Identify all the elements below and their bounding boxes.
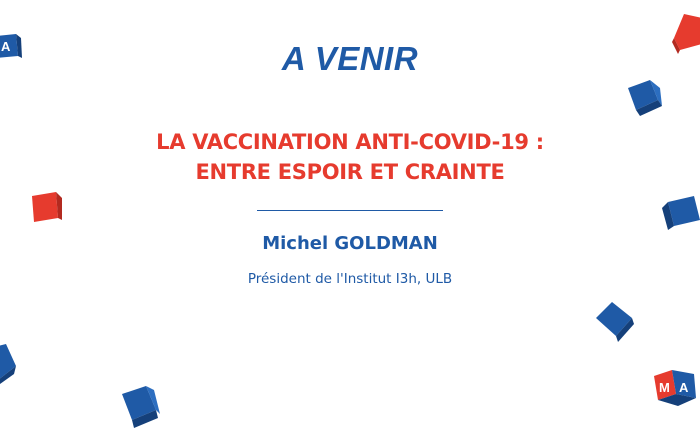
logo-cube-letter-m: M (659, 380, 670, 395)
logo-cube-bottom-right (650, 362, 700, 412)
logo-cube-letter: A (1, 39, 11, 54)
blue-cube-right-upper (624, 78, 664, 118)
red-cube-left (30, 190, 64, 226)
blue-cube-right-lower (594, 300, 636, 342)
talk-title-line-2: ENTRE ESPOIR ET CRAINTE (195, 160, 505, 184)
blue-cube-left-bottom (0, 344, 18, 384)
speaker-affiliation: Président de l'Institut I3h, ULB (247, 271, 453, 287)
blue-cube-bottom-left (120, 384, 160, 430)
speaker-name: Michel GOLDMAN (262, 233, 438, 254)
blue-cube-right-middle (662, 196, 700, 232)
logo-cube-letter-a: A (679, 380, 689, 395)
heading-a-venir: A VENIR (281, 40, 419, 77)
divider-line (257, 210, 443, 211)
talk-title-line-1: LA VACCINATION ANTI-COVID-19 : (156, 130, 544, 154)
talk-title (0, 127, 700, 187)
